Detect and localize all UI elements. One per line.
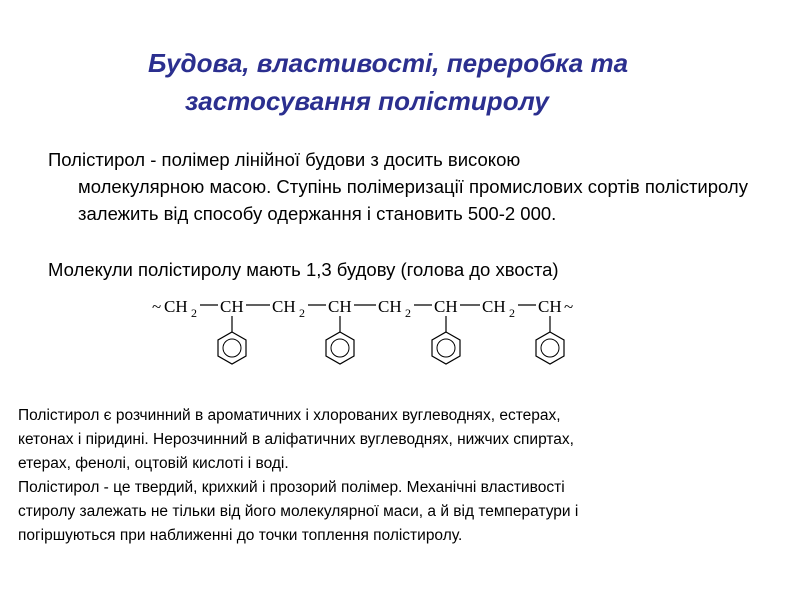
formula-ch-2: CH xyxy=(328,297,352,316)
formula-ch2-sub-3: 2 xyxy=(405,306,411,320)
formula-start-tilde: ~ xyxy=(152,297,162,316)
formula-ch-3: CH xyxy=(434,297,458,316)
properties-text xyxy=(18,404,788,548)
paragraph-structure-rest: молекулярною масою. Ступінь полімеризації промислових сортів полістиролу залежить від способу одержання і становить 500-2 000. xyxy=(78,176,748,224)
properties-line-2: кетонах і піридині. Нерозчинний в аліфатичних вуглеводнях, нижчих спиртах, xyxy=(18,431,574,448)
properties-line-6: погіршуються при наближенні до точки топлення полістиролу. xyxy=(18,527,463,544)
formula-ch2-sub-2: 2 xyxy=(299,306,305,320)
benzene-ring-1 xyxy=(218,332,246,364)
formula-ch2-2: CH xyxy=(272,297,296,316)
benzene-ring-3 xyxy=(432,332,460,364)
formula-ch2-sub-1: 2 xyxy=(191,306,197,320)
formula-ch-4: CH xyxy=(538,297,562,316)
title-line-2: застосування полістиролу xyxy=(185,86,549,116)
formula-ch-1: CH xyxy=(220,297,244,316)
paragraph-structure xyxy=(48,146,768,227)
formula-ch2-sub-4: 2 xyxy=(509,306,515,320)
properties-line-3: етерах, фенолі, оцтовій кислоті і воді. xyxy=(18,455,289,472)
benzene-ring-4 xyxy=(536,332,564,364)
formula-end-tilde: ~ xyxy=(564,297,574,316)
slide-title xyxy=(0,44,800,120)
benzene-ring-2 xyxy=(326,332,354,364)
paragraph-molecule: Молекули полістиролу мають 1,3 будову (голова до хвоста) xyxy=(48,259,559,280)
formula-ch2-1: CH xyxy=(164,297,188,316)
paragraph-structure-first-line: Полістирол - полімер лінійної будови з досить високою xyxy=(48,149,521,170)
properties-line-1: Полістирол є розчинний в ароматичних і хлорованих вуглеводнях, естерах, xyxy=(18,407,561,424)
properties-line-5: стиролу залежать не тільки від його молекулярної маси, а й від температури і xyxy=(18,503,579,520)
title-line-1: Будова, властивості, переробка та xyxy=(148,48,629,78)
polystyrene-formula xyxy=(150,292,590,372)
formula-ch2-4: CH xyxy=(482,297,506,316)
properties-line-4: Полістирол - це твердий, крихкий і прозорий полімер. Механічні властивості xyxy=(18,479,565,496)
formula-ch2-3: CH xyxy=(378,297,402,316)
